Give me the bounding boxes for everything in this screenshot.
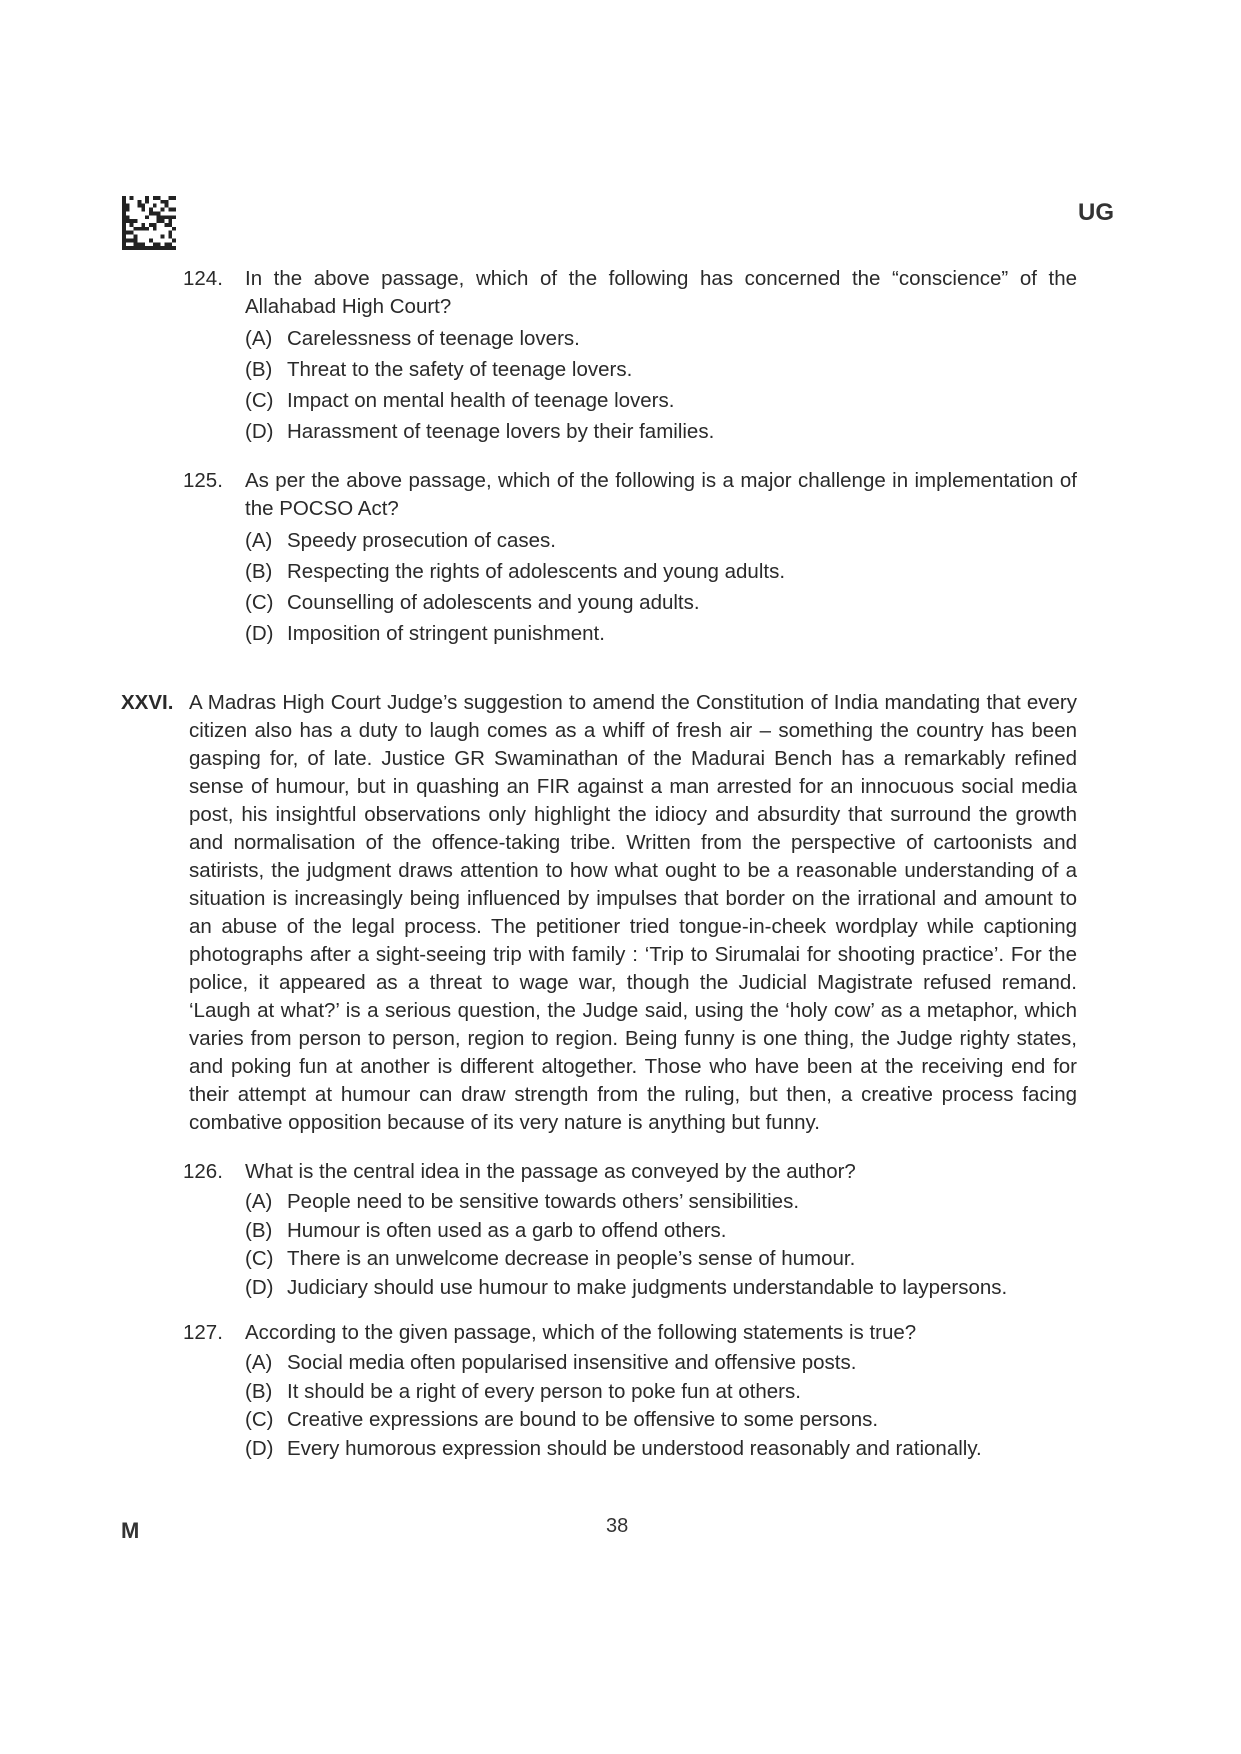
option-a xyxy=(245,1349,1077,1378)
option-label: (C) xyxy=(245,1408,274,1431)
option-a xyxy=(245,1188,1077,1217)
qr-code xyxy=(121,196,177,250)
options-list xyxy=(245,323,1077,447)
option-b xyxy=(245,354,1077,385)
option-c xyxy=(245,587,1077,618)
question-text: According to the given passage, which of the following statements is true? xyxy=(245,1321,917,1344)
option-text: Judiciary should use humour to make judgments understandable to laypersons. xyxy=(287,1275,1008,1299)
option-label: (B) xyxy=(245,358,273,381)
option-label: (C) xyxy=(245,1247,274,1270)
option-label: (C) xyxy=(245,389,274,412)
page-content xyxy=(121,265,1077,1463)
option-d xyxy=(245,1435,1077,1464)
question-number: 124. xyxy=(183,267,223,290)
option-label: (D) xyxy=(245,1275,274,1299)
options-list xyxy=(245,1349,1077,1463)
option-text: People need to be sensitive towards others’ sensibilities. xyxy=(287,1190,800,1213)
question-text: In the above passage, which of the following has concerned the “conscience” of the Allahabad High Court? xyxy=(245,267,1077,318)
option-d xyxy=(245,618,1077,649)
option-b xyxy=(245,1217,1077,1246)
option-label: (B) xyxy=(245,1218,273,1242)
option-label: (C) xyxy=(245,591,274,614)
question-126 xyxy=(183,1158,1077,1302)
option-label: (B) xyxy=(245,1379,273,1403)
option-text: Every humorous expression should be understood reasonably and rationally. xyxy=(287,1436,982,1460)
option-label: (D) xyxy=(245,420,274,443)
option-c xyxy=(245,1406,1077,1435)
option-c xyxy=(245,1245,1077,1274)
option-text: It should be a right of every person to poke fun at others. xyxy=(287,1379,801,1403)
options-list xyxy=(245,1188,1077,1302)
option-text: Harassment of teenage lovers by their families. xyxy=(287,420,715,443)
series-code: M xyxy=(121,1518,140,1543)
option-text: Respecting the rights of adolescents and young adults. xyxy=(287,560,786,583)
option-b xyxy=(245,1378,1077,1407)
option-label: (B) xyxy=(245,560,273,583)
passage-text: A Madras High Court Judge’s suggestion to amend the Constitution of India mandating that every citizen also has a duty to laugh comes as a whiff of fresh air – something the country has been gasping for, of late. Justice GR Swaminathan of the Madurai Bench has a remarkably refined sense of humour, but in quashing an FIR against a man arrested for an innocuous social media post, his insightful observations only highlight the idiocy and absurdity that surround the growth and normalisation of the offence-taking tribe. Written from the perspective of cartoonists and satirists, the judgment draws attention to how what ought to be a reasonable understanding of a situation is increasingly being influenced by impulses that border on the irrational and amount to an abuse of the legal process. The petitioner tried tongue-in-cheek wordplay while captioning photographs after a sight-seeing trip with family : ‘Trip to Sirumalai for shooting practice’. For the police, it appeared as a threat to wage war, though the Judicial Magistrate refused remand. ‘Laugh at what?’ is a serious question, the Judge said, using the ‘holy cow’ as a metaphor, which varies from person to person, region to region. Being funny is one thing, the Judge righty states, and poking fun at another is different altogether. Those who have been at the receiving end for their attempt at humour can draw strength from the ruling, but then, a creative process facing combative opposition because of its very nature is anything but funny. xyxy=(189,691,1077,1134)
page-number: 38 xyxy=(606,1515,629,1537)
passage-xxvi xyxy=(121,689,1077,1137)
option-c xyxy=(245,385,1077,416)
option-a xyxy=(245,525,1077,556)
option-text: Humour is often used as a garb to offend others. xyxy=(287,1218,727,1242)
option-label: (A) xyxy=(245,1351,273,1374)
question-127 xyxy=(183,1319,1077,1463)
option-d xyxy=(245,1274,1077,1303)
option-text: Counselling of adolescents and young adults. xyxy=(287,591,700,614)
option-label: (A) xyxy=(245,1190,273,1213)
option-text: Imposition of stringent punishment. xyxy=(287,622,605,645)
option-label: (D) xyxy=(245,1436,274,1460)
option-b xyxy=(245,556,1077,587)
question-125 xyxy=(183,467,1077,649)
option-text: Social media often popularised insensitive and offensive posts. xyxy=(287,1351,857,1374)
question-text: As per the above passage, which of the following is a major challenge in implementation of the POCSO Act? xyxy=(245,469,1077,520)
question-text: What is the central idea in the passage as conveyed by the author? xyxy=(245,1160,856,1183)
passage-number: XXVI. xyxy=(121,691,174,714)
option-label: (D) xyxy=(245,622,274,645)
option-text: Threat to the safety of teenage lovers. xyxy=(287,358,633,381)
paper-code: UG xyxy=(1078,199,1114,226)
question-number: 127. xyxy=(183,1321,223,1344)
question-124 xyxy=(183,265,1077,447)
option-d xyxy=(245,416,1077,447)
option-text: Carelessness of teenage lovers. xyxy=(287,327,580,350)
question-number: 126. xyxy=(183,1160,223,1183)
option-text: Creative expressions are bound to be offensive to some persons. xyxy=(287,1408,879,1431)
question-number: 125. xyxy=(183,469,223,492)
option-text: Speedy prosecution of cases. xyxy=(287,529,556,552)
option-label: (A) xyxy=(245,327,273,350)
option-label: (A) xyxy=(245,529,273,552)
options-list xyxy=(245,525,1077,649)
option-text: Impact on mental health of teenage lovers. xyxy=(287,389,675,412)
option-text: There is an unwelcome decrease in people’s sense of humour. xyxy=(287,1247,856,1270)
option-a xyxy=(245,323,1077,354)
